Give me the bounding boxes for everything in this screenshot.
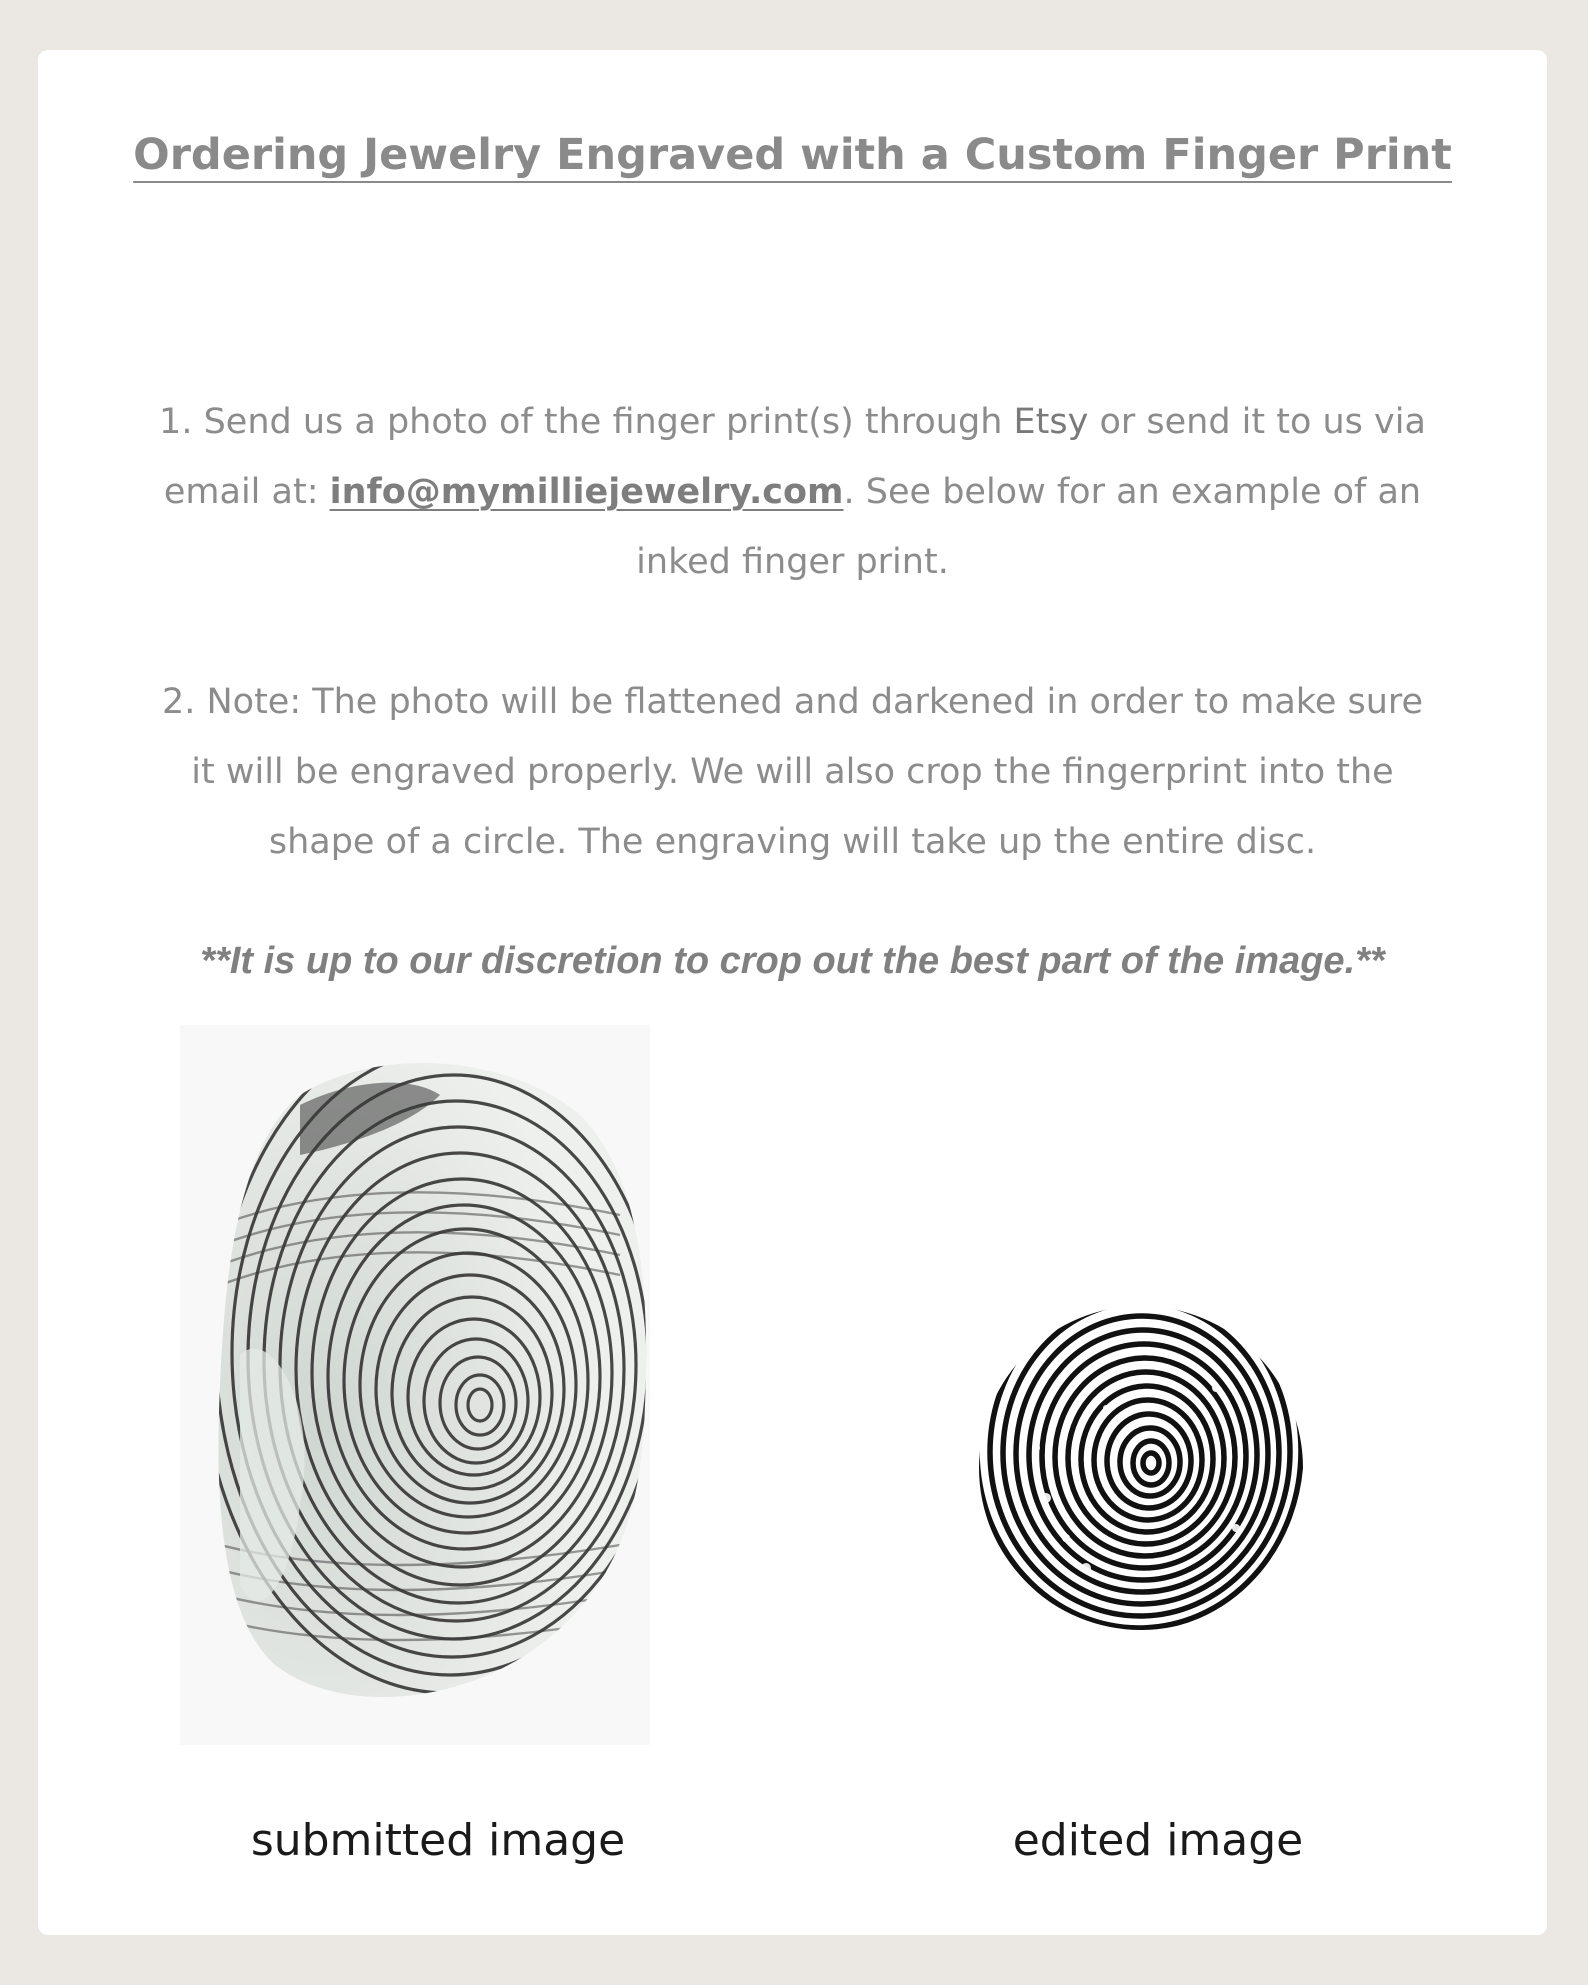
discretion-note: **It is up to our discretion to crop out the best part of the image.** xyxy=(200,940,1385,982)
submitted-image-caption: submitted image xyxy=(250,1815,626,1866)
step-1-paragraph xyxy=(158,387,1427,597)
fingerprint-circle-icon xyxy=(976,1298,1306,1638)
page-title xyxy=(38,130,1547,180)
step-1-text-b: or send it to us via email at: xyxy=(163,402,1426,512)
submitted-fingerprint-image xyxy=(180,1025,650,1745)
step-1-text-c: . See below for an example of an inked finger print. xyxy=(636,472,1422,582)
edited-image-caption: edited image xyxy=(1012,1815,1304,1866)
page-title-text: Ordering Jewelry Engraved with a Custom Finger Print xyxy=(133,130,1452,180)
fingerprint-oval-icon xyxy=(180,1025,650,1745)
step-2-paragraph: 2. Note: The photo will be flattened and darkened in order to make sure it will be engraved properly. We will also crop the fingerprint into the shape of a circle. The engraving will take up the entire disc. xyxy=(161,682,1424,862)
etsy-link[interactable]: Etsy xyxy=(1013,402,1089,442)
step-1-text-a: 1. Send us a photo of the finger print(s) through xyxy=(159,402,1014,442)
email-link[interactable]: info@mymilliejewelry.com xyxy=(329,472,844,512)
instruction-card xyxy=(38,50,1547,1935)
edited-fingerprint-image xyxy=(976,1298,1306,1638)
